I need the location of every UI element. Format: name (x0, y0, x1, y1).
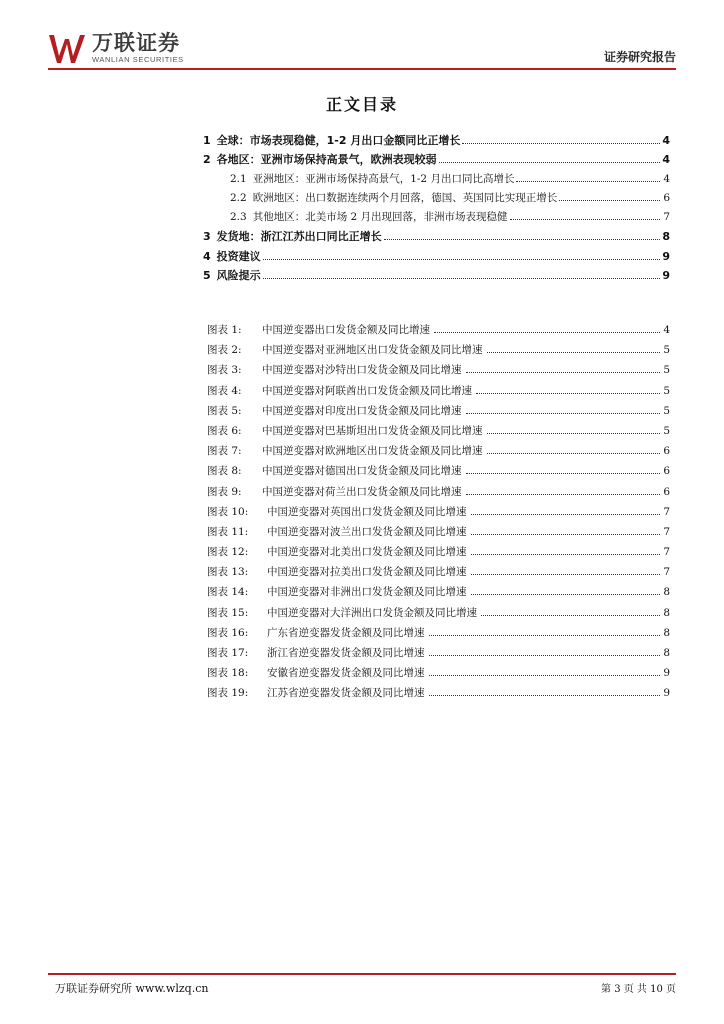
toc-entry-number: 2.1 (230, 172, 247, 185)
figure-title: 中国逆变器对波兰出口发货金额及同比增速 (267, 525, 467, 538)
toc-entry-page: 6 (663, 191, 670, 204)
toc-entry-page: 4 (662, 153, 670, 167)
figure-title: 中国逆变器对英国出口发货金额及同比增速 (267, 505, 467, 518)
figure-leader-dots (487, 453, 661, 454)
header-divider (48, 68, 676, 70)
figure-label: 图表 4: (207, 384, 242, 397)
figure-label: 图表 10: (207, 505, 249, 518)
toc-entry-page: 9 (662, 269, 670, 283)
toc-entry-title: 亚洲地区：亚洲市场保持高景气，1-2 月出口同比高增长 (252, 172, 515, 185)
figure-leader-dots (481, 615, 660, 616)
figure-label: 图表 17: (207, 647, 249, 659)
figure-title: 中国逆变器对印度出口发货金额及同比增速 (262, 404, 462, 417)
figure-list (207, 322, 670, 706)
figure-leader-dots (471, 514, 661, 515)
figure-leader-dots (466, 372, 661, 373)
figure-entry[interactable] (207, 524, 670, 544)
figure-page: 8 (663, 626, 670, 639)
figure-leader-dots (471, 554, 661, 555)
figure-entry[interactable] (207, 645, 670, 665)
figure-page: 9 (663, 667, 670, 680)
figure-title: 中国逆变器对非洲出口发货金额及同比增速 (267, 586, 467, 599)
toc-leader-dots (516, 181, 660, 182)
figure-label: 图表 19: (207, 687, 249, 700)
toc-entry-page: 9 (662, 249, 670, 263)
figure-leader-dots (471, 534, 661, 535)
figure-label: 图表 12: (207, 546, 249, 559)
figure-page: 5 (663, 404, 670, 417)
figure-page: 5 (663, 344, 670, 357)
toc-entry-page: 4 (662, 134, 670, 147)
figure-leader-dots (487, 352, 661, 353)
figure-entry[interactable] (207, 322, 670, 342)
figure-entry[interactable] (207, 544, 670, 564)
figure-entry[interactable] (207, 564, 670, 584)
figure-title: 中国逆变器对巴基斯坦出口发货金额及同比增速 (262, 424, 483, 437)
figure-page: 7 (663, 566, 670, 579)
figure-entry[interactable] (207, 362, 670, 382)
figure-leader-dots (434, 332, 660, 333)
figure-title: 中国逆变器对拉美出口发货金额及同比增速 (267, 566, 467, 579)
toc-subentry[interactable] (203, 171, 670, 190)
figure-entry[interactable] (207, 463, 670, 483)
figure-page: 8 (663, 586, 670, 599)
footer-divider (48, 973, 676, 975)
toc-entry-title: 各地区：亚洲市场保持高景气，欧洲表现较弱 (216, 153, 437, 167)
figure-label: 图表 3: (207, 364, 242, 377)
figure-entry[interactable] (207, 403, 670, 423)
figure-leader-dots (471, 574, 661, 575)
toc-entry-number: 2 (203, 153, 211, 167)
figure-entry[interactable] (207, 685, 670, 705)
toc-leader-dots (263, 278, 660, 279)
toc-leader-dots (384, 239, 660, 240)
figure-title: 中国逆变器对荷兰出口发货金额及同比增速 (262, 485, 462, 498)
toc-leader-dots (462, 143, 660, 144)
figure-page: 5 (663, 384, 670, 397)
toc-leader-dots (559, 200, 660, 201)
figure-title: 中国逆变器对亚洲地区出口发货金额及同比增速 (262, 344, 483, 357)
figure-entry[interactable] (207, 504, 670, 524)
figure-entry[interactable] (207, 443, 670, 463)
document-type-label: 证券研究报告 (603, 50, 676, 64)
figure-leader-dots (429, 675, 661, 676)
figure-leader-dots (466, 413, 661, 414)
figure-label: 图表 18: (207, 667, 249, 680)
toc-leader-dots (439, 162, 660, 163)
toc-entry-number: 1 (203, 134, 211, 147)
figure-page: 7 (663, 505, 670, 518)
toc-entry[interactable] (203, 248, 670, 267)
figure-page: 8 (663, 647, 670, 659)
figure-leader-dots (487, 433, 661, 434)
figure-label: 图表 14: (207, 586, 249, 599)
figure-leader-dots (466, 494, 661, 495)
figure-title: 江苏省逆变器发货金额及同比增速 (267, 687, 425, 700)
toc-subentry[interactable] (203, 190, 670, 209)
toc-entry-title: 风险提示 (216, 269, 261, 283)
figure-label: 图表 16: (207, 626, 249, 639)
toc-entry-number: 2.3 (230, 211, 247, 224)
figure-leader-dots (476, 393, 660, 394)
wanlian-logo-icon (48, 32, 88, 66)
figure-label: 图表 8: (207, 465, 242, 478)
figure-page: 7 (663, 546, 670, 559)
figure-title: 中国逆变器出口发货金额及同比增速 (262, 324, 430, 336)
figure-label: 图表 1: (207, 324, 242, 336)
figure-page: 6 (663, 485, 670, 498)
toc-entry[interactable] (203, 228, 670, 247)
company-logo (48, 32, 184, 66)
figure-leader-dots (471, 594, 661, 595)
figure-label: 图表 9: (207, 485, 242, 498)
toc-subentry[interactable] (203, 209, 670, 228)
toc-entry-title: 其他地区：北美市场 2 月出现回落，非洲市场表现稳健 (252, 211, 508, 224)
toc-entry-page: 7 (663, 211, 670, 224)
toc-entry-page: 4 (663, 172, 670, 185)
figure-label: 图表 11: (207, 525, 249, 538)
figure-page: 4 (663, 324, 670, 336)
toc-title: 正文目录 (325, 95, 398, 114)
toc-entry[interactable] (203, 267, 670, 286)
figure-entry[interactable] (207, 605, 670, 625)
toc-leader-dots (263, 259, 660, 260)
figure-leader-dots (466, 473, 661, 474)
toc-entry[interactable] (203, 151, 670, 170)
figure-entry[interactable] (207, 665, 670, 685)
toc-entry-number: 3 (203, 230, 211, 244)
figure-page: 6 (663, 445, 670, 458)
toc-entry-number: 4 (203, 249, 211, 263)
figure-leader-dots (429, 655, 661, 656)
figure-page: 7 (663, 525, 670, 538)
figure-label: 图表 15: (207, 606, 249, 619)
figure-page: 5 (663, 364, 670, 377)
figure-label: 图表 7: (207, 445, 242, 458)
figure-entry[interactable] (207, 342, 670, 362)
page-number: 第 3 页 共 10 页 (601, 984, 676, 995)
figure-title: 中国逆变器对阿联酋出口发货金额及同比增速 (262, 384, 472, 397)
figure-page: 6 (663, 465, 670, 478)
figure-label: 图表 6: (207, 424, 242, 437)
figure-label: 图表 2: (207, 344, 242, 357)
figure-page: 8 (663, 606, 670, 619)
figure-label: 图表 5: (207, 404, 242, 417)
figure-title: 中国逆变器对大洋洲出口发货金额及同比增速 (267, 606, 477, 619)
figure-page: 5 (663, 424, 670, 437)
toc-entry[interactable] (203, 132, 670, 151)
page-header (48, 28, 676, 68)
figure-entry[interactable] (207, 625, 670, 645)
figure-title: 中国逆变器对沙特出口发货金额及同比增速 (262, 364, 462, 377)
toc-entry-number: 2.2 (230, 191, 247, 204)
figure-title: 安徽省逆变器发货金额及同比增速 (267, 667, 425, 680)
figure-entry[interactable] (207, 423, 670, 443)
figure-title: 广东省逆变器发货金额及同比增速 (267, 626, 425, 639)
toc-entry-number: 5 (203, 269, 211, 283)
toc-entry-title: 全球：市场表现稳健，1-2 月出口金额同比正增长 (216, 134, 461, 147)
footer-source: 万联证券研究所 www.wlzq.cn (55, 982, 209, 995)
table-of-contents (203, 132, 670, 286)
figure-entry[interactable] (207, 383, 670, 403)
figure-title: 中国逆变器对欧洲地区出口发货金额及同比增速 (262, 445, 483, 458)
logo-english-name: WANLIAN SECURITIES (92, 55, 184, 64)
figure-entry[interactable] (207, 484, 670, 504)
figure-title: 中国逆变器对德国出口发货金额及同比增速 (262, 465, 462, 478)
figure-title: 浙江省逆变器发货金额及同比增速 (267, 647, 425, 659)
figure-entry[interactable] (207, 584, 670, 604)
figure-page: 9 (663, 687, 670, 700)
toc-leader-dots (510, 219, 660, 220)
toc-entry-page: 8 (662, 230, 670, 244)
toc-entry-title: 欧洲地区：出口数据连续两个月回落，德国、英国同比实现正增长 (252, 191, 558, 204)
figure-title: 中国逆变器对北美出口发货金额及同比增速 (267, 546, 467, 559)
logo-chinese-name: 万联证券 (92, 31, 180, 55)
figure-label: 图表 13: (207, 566, 249, 579)
toc-entry-title: 投资建议 (216, 249, 261, 263)
toc-entry-title: 发货地：浙江江苏出口同比正增长 (216, 230, 382, 244)
figure-leader-dots (429, 695, 661, 696)
figure-leader-dots (429, 635, 661, 636)
